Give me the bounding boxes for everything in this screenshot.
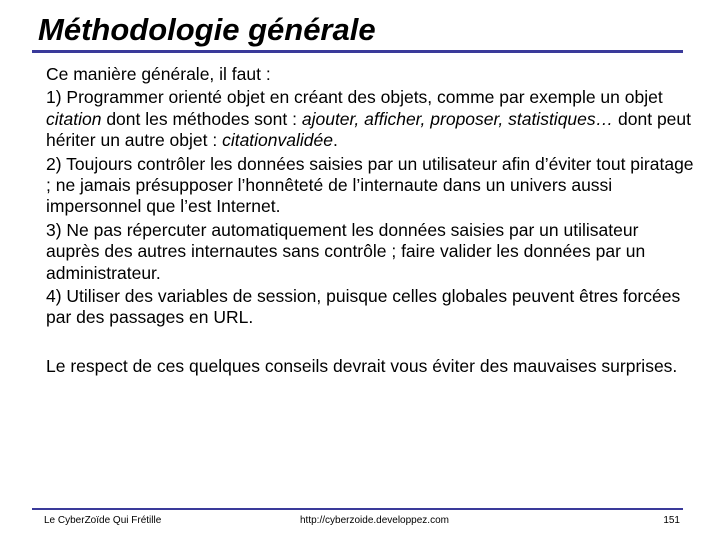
intro-line: Ce manière générale, il faut : [46,64,271,84]
slide-body [46,64,696,377]
point-1-child-object: citationvalidée [222,130,333,151]
conclusion: Le respect de ces quelques conseils devrait vous éviter des mauvaises surprises. [46,355,678,376]
footer-author: Le CyberZoïde Qui Frétille [44,515,162,526]
page-title: Méthodologie générale [38,12,376,47]
point-4: 4) Utiliser des variables de session, puisque celles globales peuvent êtres forcées par des passages en URL. [46,286,681,328]
point-1-text-e: dont peut hériter un autre objet : [46,108,692,151]
point-1-text-g: . [332,130,338,151]
point-1-methods: ajouter, afficher, proposer, statistiques… [301,108,614,129]
point-1-text-a: 1) Programmer orienté objet en créant des objets, comme par exemple un objet [46,87,663,108]
footer-divider [32,508,683,510]
point-3: 3) Ne pas répercuter automatiquement les données saisies par un utilisateur auprès des autres internautes sans contrôle ; faire valider les données par un administrateur. [46,219,646,283]
title-divider [32,50,683,53]
point-1-object-name: citation [46,108,102,129]
page-number: 151 [663,515,680,526]
point-1 [46,87,696,151]
point-2: 2) Toujours contrôler les données saisies par un utilisateur afin d’éviter tout piratage ; ne jamais présupposer l’honnêteté de l’internaute dans un univers aussi impersonnel que l’est Internet. [46,153,694,217]
point-1-text-c: dont les méthodes sont : [101,108,302,129]
footer-url: http://cyberzoide.developpez.com [300,515,449,526]
